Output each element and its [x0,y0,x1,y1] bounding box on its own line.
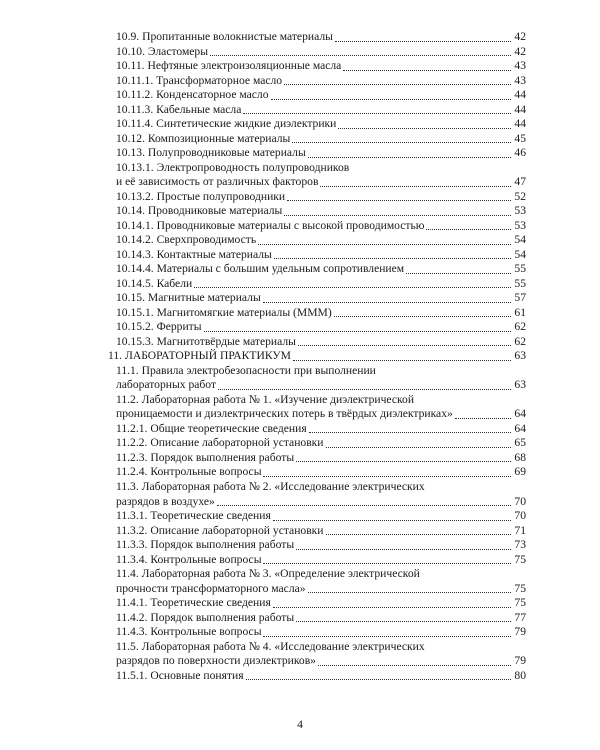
toc-entry [108,407,526,422]
toc-entry [108,582,526,597]
dot-leader [284,84,511,85]
toc-entry-title: 11.3.3. Порядок выполнения работы [116,538,295,552]
dot-leader [296,549,511,550]
dot-leader [271,99,511,100]
toc-entry [108,291,526,306]
toc-entry-page: 75 [514,581,526,595]
toc-entry [108,146,526,161]
dot-leader [292,142,511,143]
toc-entry-title: 10.11.1. Трансформаторное масло [116,73,283,87]
toc-entry-title: 10.15.3. Магнитотвёрдые материалы [116,334,296,348]
toc-entry-title: 11.3. Лабораторная работа № 2. «Исследование электрических [116,479,425,493]
dot-leader [293,360,511,361]
toc-entry [108,553,526,568]
toc-entry [108,117,526,132]
toc-entry-title: 11.2.4. Контрольные вопросы [116,465,262,479]
toc-entry-page: 69 [514,465,526,479]
toc-entry-title: 11.4.2. Порядок выполнения работы [116,610,295,624]
toc-entry-page: 79 [514,654,526,668]
toc-entry [108,393,526,408]
toc-entry [108,161,526,176]
toc-entry [108,262,526,277]
toc-entry [108,175,526,190]
dot-leader [320,186,511,187]
toc-entry [108,538,526,553]
toc-entry-page: 68 [514,450,526,464]
toc-entry [108,320,526,335]
toc-entry [108,45,526,60]
toc-entry-page: 44 [514,117,526,131]
toc-entry [108,74,526,89]
toc-entry-title: 11.2.2. Описание лабораторной установки [116,436,324,450]
dot-leader [426,229,511,230]
toc-entry [108,480,526,495]
toc-entry-title: 11.2.1. Общие теоретические сведения [116,421,307,435]
toc-entry-page: 42 [514,44,526,58]
toc-entry-title: 10.14.3. Контактные материалы [116,247,272,261]
toc-entry [108,248,526,263]
toc-entry-page: 62 [514,320,526,334]
toc-entry [108,335,526,350]
dot-leader [217,505,511,506]
table-of-contents [108,30,526,683]
toc-entry [108,669,526,684]
toc-entry-title: 11.4. Лабораторная работа № 3. «Определение электрической [116,567,420,581]
toc-entry-page: 46 [514,146,526,160]
toc-entry-page: 73 [514,538,526,552]
toc-entry-title: 10.14.2. Сверхпроводимость [116,233,257,247]
dot-leader [273,520,511,521]
toc-entry [108,524,526,539]
toc-entry-page: 70 [514,494,526,508]
dot-leader [284,215,511,216]
toc-entry-page: 64 [514,421,526,435]
toc-entry-page: 43 [514,59,526,73]
toc-entry-title: 10.14. Проводниковые материалы [116,204,283,218]
dot-leader [343,70,511,71]
toc-entry-title: 11.4.1. Теоретические сведения [116,596,271,610]
dot-leader [273,607,511,608]
toc-entry-title: 11.3.1. Теоретические сведения [116,509,271,523]
toc-entry-page: 79 [514,625,526,639]
toc-entry-title: 10.10. Эластомеры [116,44,209,58]
dot-leader [455,418,511,419]
toc-entry-page: 44 [514,102,526,116]
toc-entry-page: 53 [514,204,526,218]
toc-entry [108,640,526,655]
dot-leader [210,55,511,56]
toc-entry-title: и её зависимость от различных факторов [116,175,319,189]
toc-entry-title: 10.11.4. Синтетические жидкие диэлектрики [116,117,337,131]
toc-entry-page: 75 [514,596,526,610]
toc-entry [108,103,526,118]
toc-entry [108,306,526,321]
toc-entry [108,611,526,626]
dot-leader [243,113,511,114]
toc-entry [108,204,526,219]
toc-entry [108,219,526,234]
toc-entry [108,88,526,103]
toc-entry [108,436,526,451]
toc-entry-title: 11.2.3. Порядок выполнения работы [116,450,295,464]
toc-entry-page: 54 [514,233,526,247]
dot-leader [318,665,511,666]
toc-entry-page: 64 [514,407,526,421]
dot-leader [334,316,511,317]
toc-entry-title: 11.3.4. Контрольные вопросы [116,552,262,566]
dot-leader [218,389,511,390]
toc-entry [108,378,526,393]
toc-entry-page: 43 [514,73,526,87]
toc-entry-title: разрядов в воздухе» [116,494,215,508]
toc-entry [108,132,526,147]
toc-entry [108,277,526,292]
toc-entry-title: проницаемости и диэлектрических потерь в твёрдых диэлектриках» [116,407,453,421]
toc-entry-page: 54 [514,247,526,261]
toc-entry-title: 10.9. Пропитанные волокнистые материалы [116,30,333,43]
toc-entry [108,451,526,466]
toc-entry [108,465,526,480]
toc-entry-page: 61 [514,305,526,319]
dot-leader [296,461,511,462]
toc-entry [108,233,526,248]
toc-entry-title: 10.15.2. Ферриты [116,320,202,334]
toc-entry-title: 11.1. Правила электробезопасности при выполнении [116,363,376,377]
toc-entry [108,654,526,669]
toc-entry-page: 55 [514,262,526,276]
toc-entry-title: 10.13.1. Электропроводность полупроводников [116,160,350,174]
toc-entry-page: 57 [514,291,526,305]
toc-entry [108,422,526,437]
dot-leader [263,636,511,637]
toc-entry-title: разрядов по поверхности диэлектриков» [116,654,316,668]
dot-leader [326,447,511,448]
toc-entry-title: 10.11.3. Кабельные масла [116,102,242,116]
toc-entry [108,509,526,524]
dot-leader [194,287,511,288]
toc-entry-title: лабораторных работ [116,378,217,392]
toc-entry [108,364,526,379]
toc-entry-title: 10.11. Нефтяные электроизоляционные масла [116,59,342,73]
dot-leader [338,128,511,129]
toc-entry-page: 55 [514,276,526,290]
dot-leader [406,273,511,274]
toc-entry-page: 80 [514,668,526,682]
toc-entry-title: 11.5.1. Основные понятия [116,668,244,682]
toc-entry [108,59,526,74]
dot-leader [296,621,511,622]
toc-entry [108,190,526,205]
dot-leader [263,563,511,564]
toc-entry-title: 11. ЛАБОРАТОРНЫЙ ПРАКТИКУМ [108,349,291,363]
toc-entry-page: 62 [514,334,526,348]
dot-leader [298,345,511,346]
toc-entry-title: 10.13. Полупроводниковые материалы [116,146,306,160]
toc-entry [108,596,526,611]
toc-entry-page: 75 [514,552,526,566]
toc-entry-page: 71 [514,523,526,537]
toc-entry-title: 10.12. Композиционные материалы [116,131,291,145]
toc-entry-title: 11.4.3. Контрольные вопросы [116,625,262,639]
toc-entry-title: 10.15.1. Магнитомягкие материалы (ММM) [116,305,332,319]
dot-leader [309,432,511,433]
toc-entry-title: 10.15. Магнитные материалы [116,291,261,305]
toc-entry [108,567,526,582]
toc-entry-page: 63 [514,378,526,392]
toc-entry [108,495,526,510]
toc-entry-page: 53 [514,218,526,232]
dot-leader [274,258,511,259]
toc-entry-page: 77 [514,610,526,624]
dot-leader [263,476,511,477]
dot-leader [258,244,511,245]
toc-entry-page: 45 [514,131,526,145]
dot-leader [287,200,511,201]
toc-entry-title: 10.14.4. Материалы с большим удельным сопротивлением [116,262,405,276]
page-number: 4 [297,718,303,731]
toc-entry-page: 47 [514,175,526,189]
toc-entry-title: 10.11.2. Конденсаторное масло [116,88,269,102]
toc-entry [108,30,526,45]
toc-entry-page: 63 [514,349,526,363]
toc-entry-page: 52 [514,189,526,203]
toc-entry-page: 42 [514,30,526,43]
toc-entry [108,625,526,640]
toc-entry-title: 10.14.5. Кабели [116,276,193,290]
toc-entry-title: 10.14.1. Проводниковые материалы с высокой проводимостью [116,218,425,232]
dot-leader [204,331,511,332]
dot-leader [335,41,511,42]
toc-entry [108,349,526,364]
dot-leader [246,679,511,680]
toc-entry-title: 11.2. Лабораторная работа № 1. «Изучение диэлектрической [116,392,415,406]
toc-entry-page: 65 [514,436,526,450]
toc-entry-title: 10.13.2. Простые полупроводники [116,189,286,203]
dot-leader [308,592,511,593]
dot-leader [308,157,511,158]
dot-leader [263,302,511,303]
toc-entry-page: 70 [514,509,526,523]
toc-entry-title: 11.3.2. Описание лабораторной установки [116,523,324,537]
toc-entry-title: прочности трансформаторного масла» [116,581,306,595]
dot-leader [326,534,511,535]
toc-entry-page: 44 [514,88,526,102]
toc-entry-title: 11.5. Лабораторная работа № 4. «Исследование электрических [116,639,425,653]
